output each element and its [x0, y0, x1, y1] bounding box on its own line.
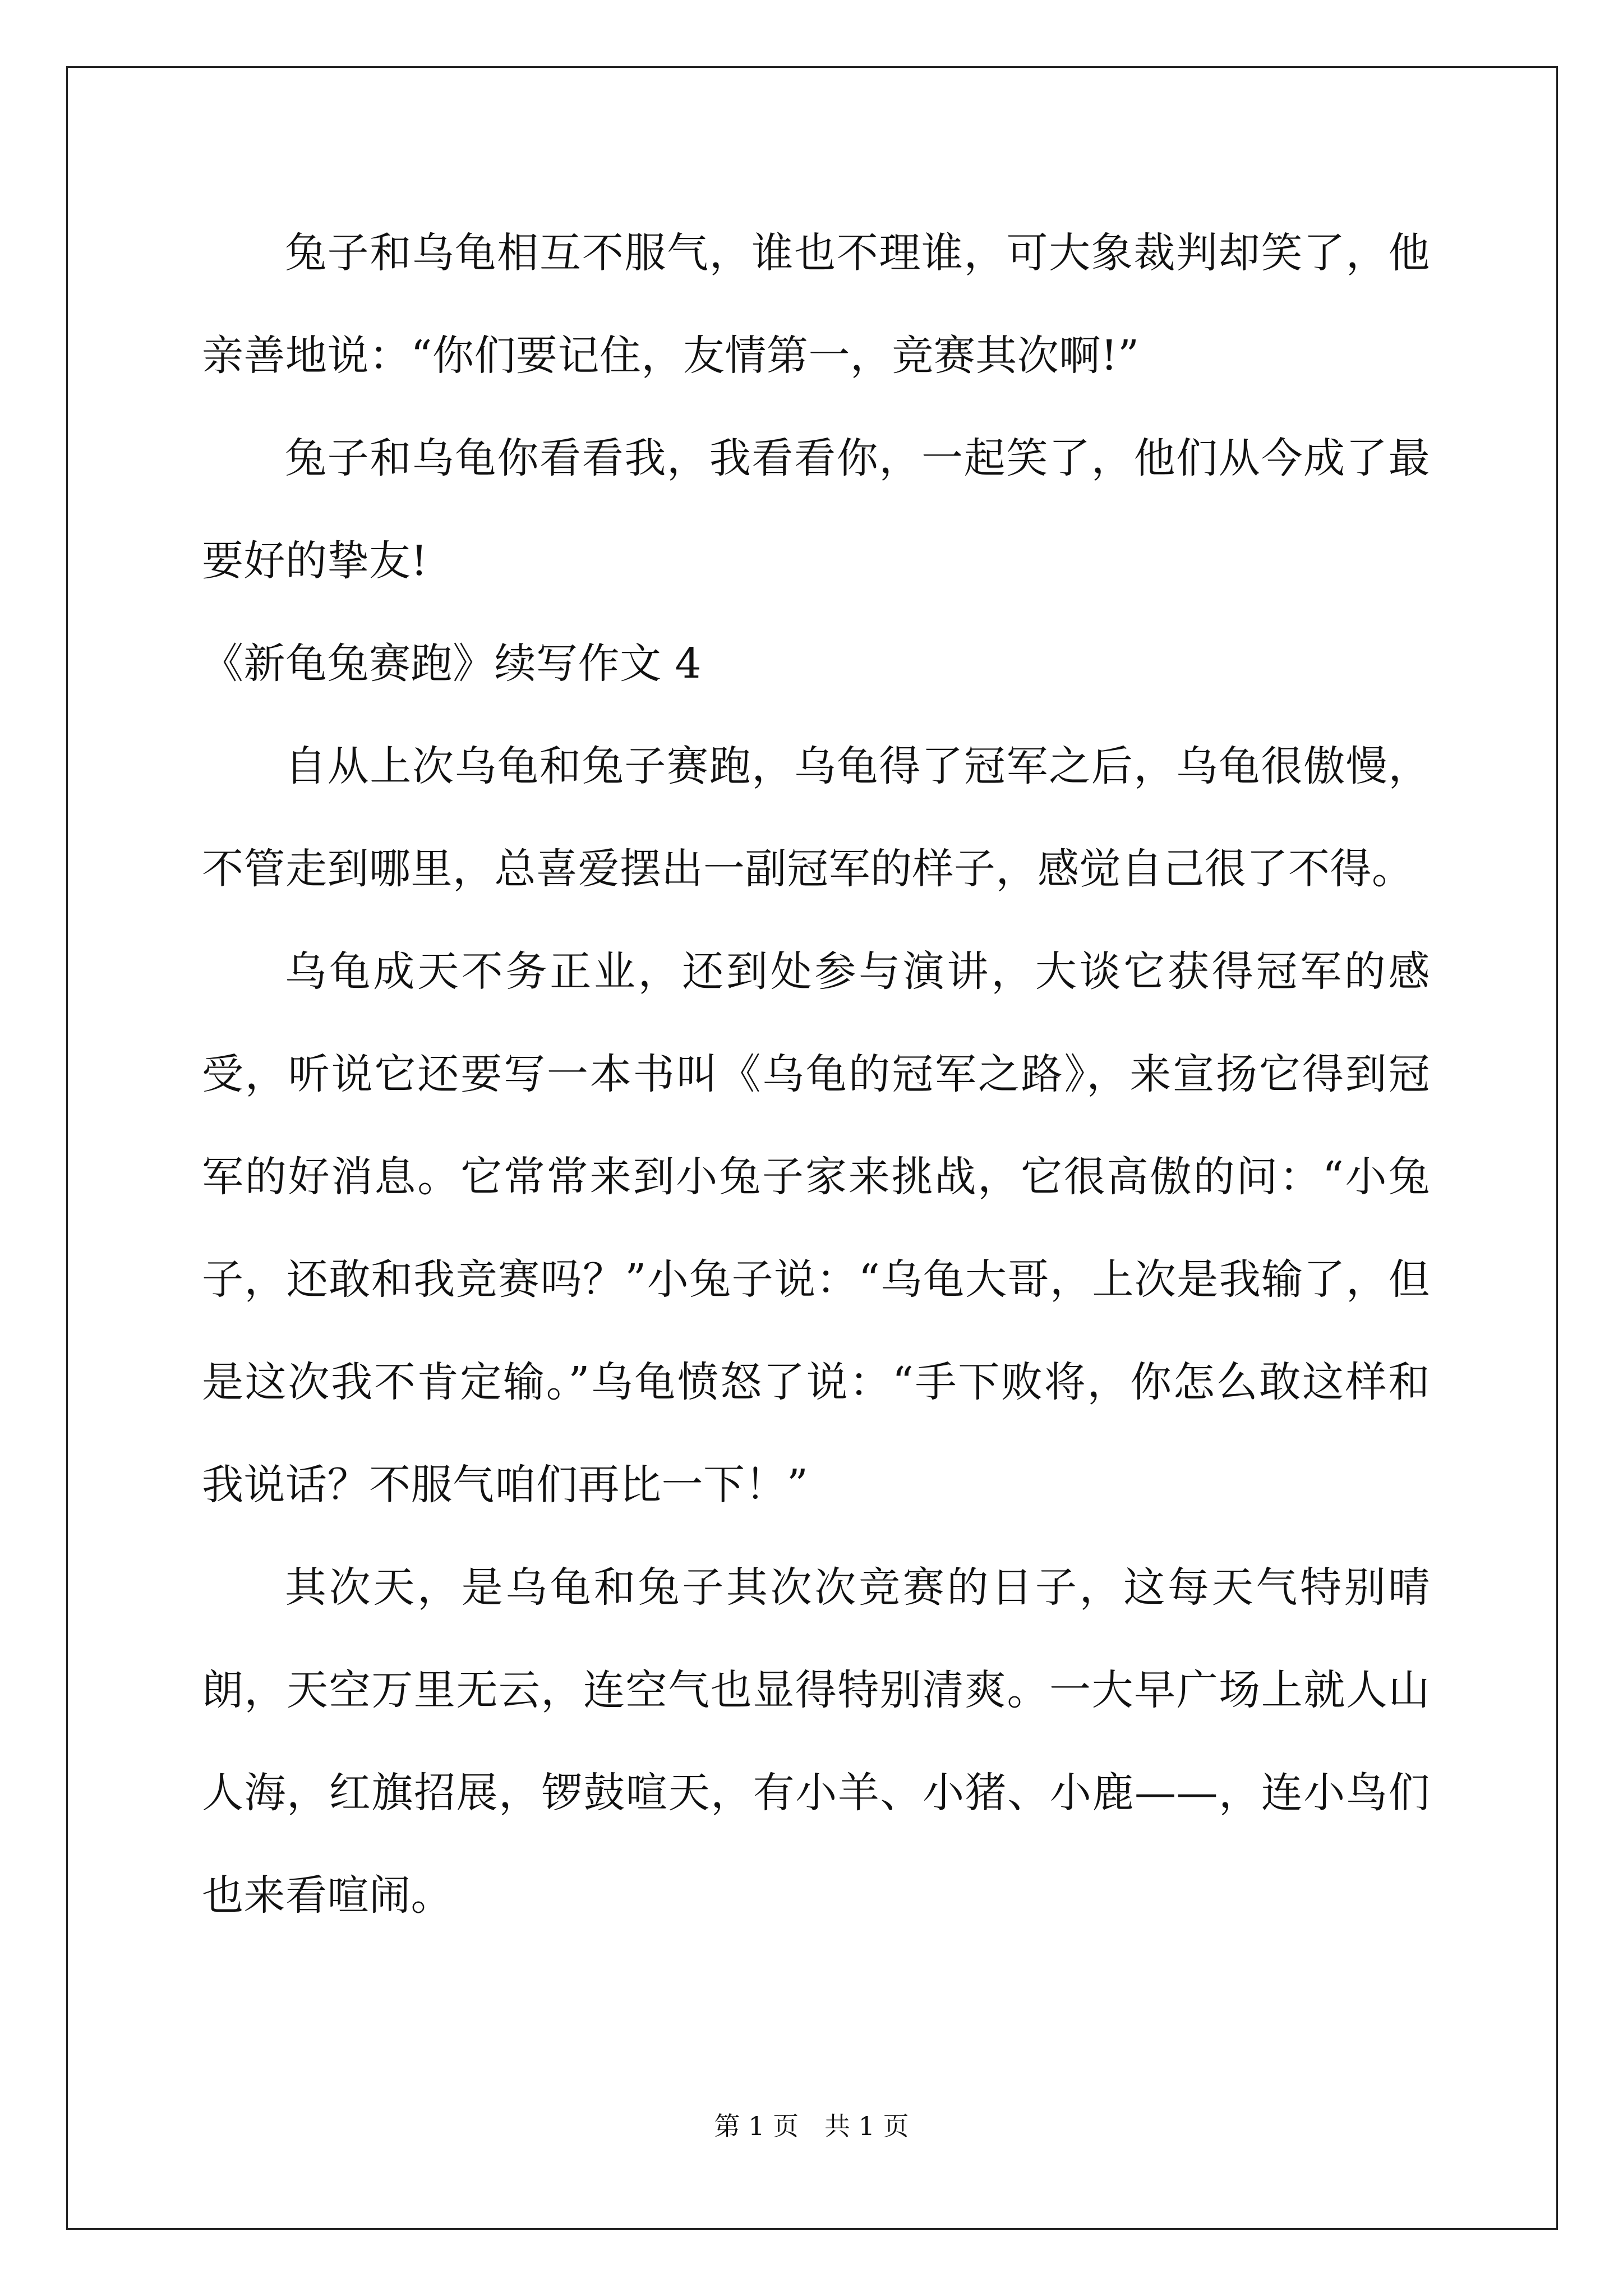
- paragraph: 乌龟成天不务正业，还到处参与演讲，大谈它获得冠军的感受，听说它还要写一本书叫《乌龟的冠军之路》，来宣扬它得到冠军的好消息。它常常来到小兔子家来挑战，它很高傲的问：“小兔子，还敢和我竞赛吗？”小兔子说：“乌龟大哥，上次是我输了，但是这次我不肯定输。”乌龟愤怒了说：“手下败将，你怎么敢这样和我说话？不服气咱们再比一下！”: [202, 947, 1430, 1509]
- paragraph: 兔子和乌龟你看看我，我看看你，一起笑了，他们从今成了最要好的挚友!: [202, 434, 1430, 585]
- section-title: 《新龟兔赛跑》续写作文 4: [202, 639, 702, 688]
- paragraph: 自从上次乌龟和兔子赛跑，乌龟得了冠军之后，乌龟很傲慢，不管走到哪里，总喜爱摆出一副冠军的样子，感觉自己很了不得。: [202, 742, 1430, 893]
- page-footer: 第 1 页 共 1 页: [714, 2111, 909, 2141]
- paragraph: 兔子和乌龟相互不服气，谁也不理谁，可大象裁判却笑了，他亲善地说：“你们要记住，友情第一，竞赛其次啊!”: [202, 229, 1430, 380]
- document-body: [202, 202, 1430, 1947]
- paragraph: 其次天，是乌龟和兔子其次次竞赛的日子，这每天气特别晴朗，天空万里无云，连空气也显得特别清爽。一大早广场上就人山人海，红旗招展，锣鼓喧天，有小羊、小猪、小鹿——，连小鸟们也来看喧闹。: [202, 1563, 1430, 1920]
